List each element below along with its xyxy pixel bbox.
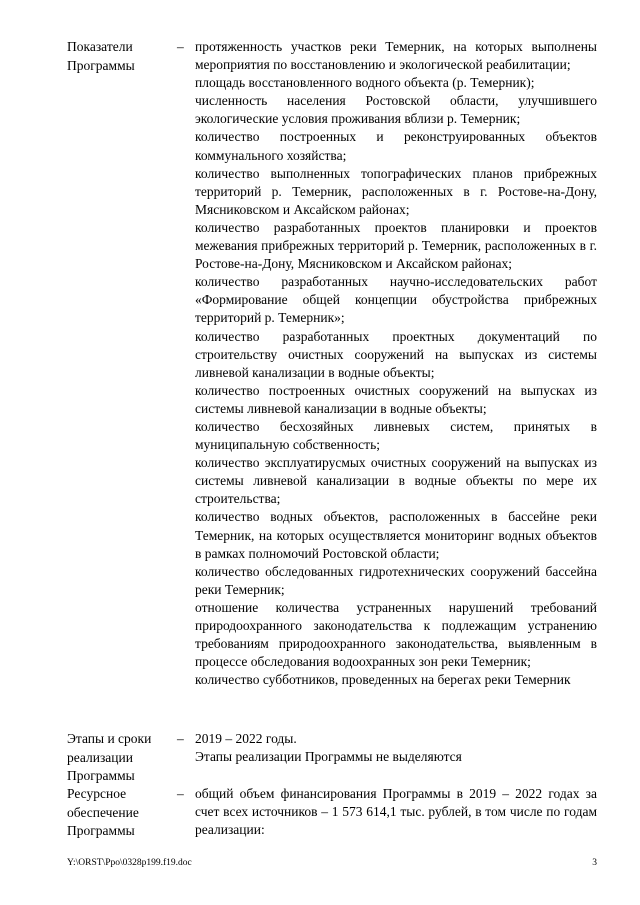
section-dash: – xyxy=(177,786,184,801)
indicator-item: количество разработанных проектных документаций по строительству очистных сооружений на выпусках из системы ливневой канализации в водные объекты; xyxy=(195,328,597,380)
indicator-item: количество построенных очистных сооружений на выпусках из системы ливневой канализации в водные объекты; xyxy=(195,382,597,416)
indicator-item: количество бесхозяйных ливневых систем, принятых в муниципальную собственность; xyxy=(195,418,597,453)
section-content xyxy=(195,38,597,689)
section-indicators xyxy=(67,38,597,728)
file-path: Y:\ORST\Ppo\0328p199.f19.doc xyxy=(67,858,192,868)
section-resources xyxy=(67,785,597,841)
resource-item: общий объем финансирования Программы в 2019 – 2022 годах за счет всех источников – 1 573 614,1 тыс. рублей, в том числе по годам реализации: xyxy=(195,786,597,838)
indicator-item: количество выполненных топографических планов прибрежных территорий р. Темерник, расположенных в г. Ростове-на-Дону, Мясниковском и Аксайском районах; xyxy=(195,165,597,217)
indicator-item: количество эксплуатирусмых очистных сооружений на выпусках из системы ливневой канализации в водные объекты по мере их строительства; xyxy=(195,455,597,507)
indicator-item: количество субботников, проведенных на берегах реки Темерник xyxy=(195,672,571,688)
indicator-item: протяженность участков реки Темерник, на которых выполнены мероприятия по восстановлению и экологической реабилитации; xyxy=(195,39,597,73)
indicator-item: площадь восстановленного водного объекта (р. Темерник); xyxy=(195,75,535,91)
indicator-item: количество разработанных научно-исследовательских работ «Формирование общей концепции обустройства прибрежных территорий р. Темерник»; xyxy=(195,274,597,326)
stage-item: Этапы реализации Программы не выделяются xyxy=(195,749,462,765)
section-dash: – xyxy=(177,731,184,746)
stage-item: 2019 – 2022 годы. xyxy=(195,731,297,746)
indicator-item: количество разработанных проектов планировки и проектов межевания прибрежных территорий р. Темерник, расположенных в г. Ростове-на-Дону, Мясниковском и Аксайском районах; xyxy=(195,219,597,272)
section-stages xyxy=(67,730,597,786)
indicator-item: численность населения Ростовской области, улучшившего экологические условия проживания вблизи р. Темерник; xyxy=(195,93,597,127)
section-dash: – xyxy=(177,39,184,54)
section-content xyxy=(195,730,597,766)
indicator-item: отношение количества устраненных нарушений требований природоохранного законодательства к подлежащим устранению требованиям природоохранного законодательства, выявленным в процессе обследования водоохранных зон реки Темерник; xyxy=(195,599,597,670)
section-content xyxy=(195,785,597,839)
page-number: 3 xyxy=(592,858,597,868)
indicator-item: количество обследованных гидротехнических сооружений бассейна реки Темерник; xyxy=(195,563,597,597)
page-footer xyxy=(67,856,597,870)
indicator-item: количество водных объектов, расположенных в бассейне реки Темерник, на которых осуществляется мониторинг водных объектов в рамках полномочий Ростовской области; xyxy=(195,509,597,561)
indicator-item: количество построенных и реконструированных объектов коммунального хозяйства; xyxy=(195,129,597,163)
section-label: Ресурсное обеспечение Программы xyxy=(67,786,139,839)
section-label: Этапы и сроки реализации Программы xyxy=(67,731,152,784)
section-label: Показатели Программы xyxy=(67,39,135,73)
